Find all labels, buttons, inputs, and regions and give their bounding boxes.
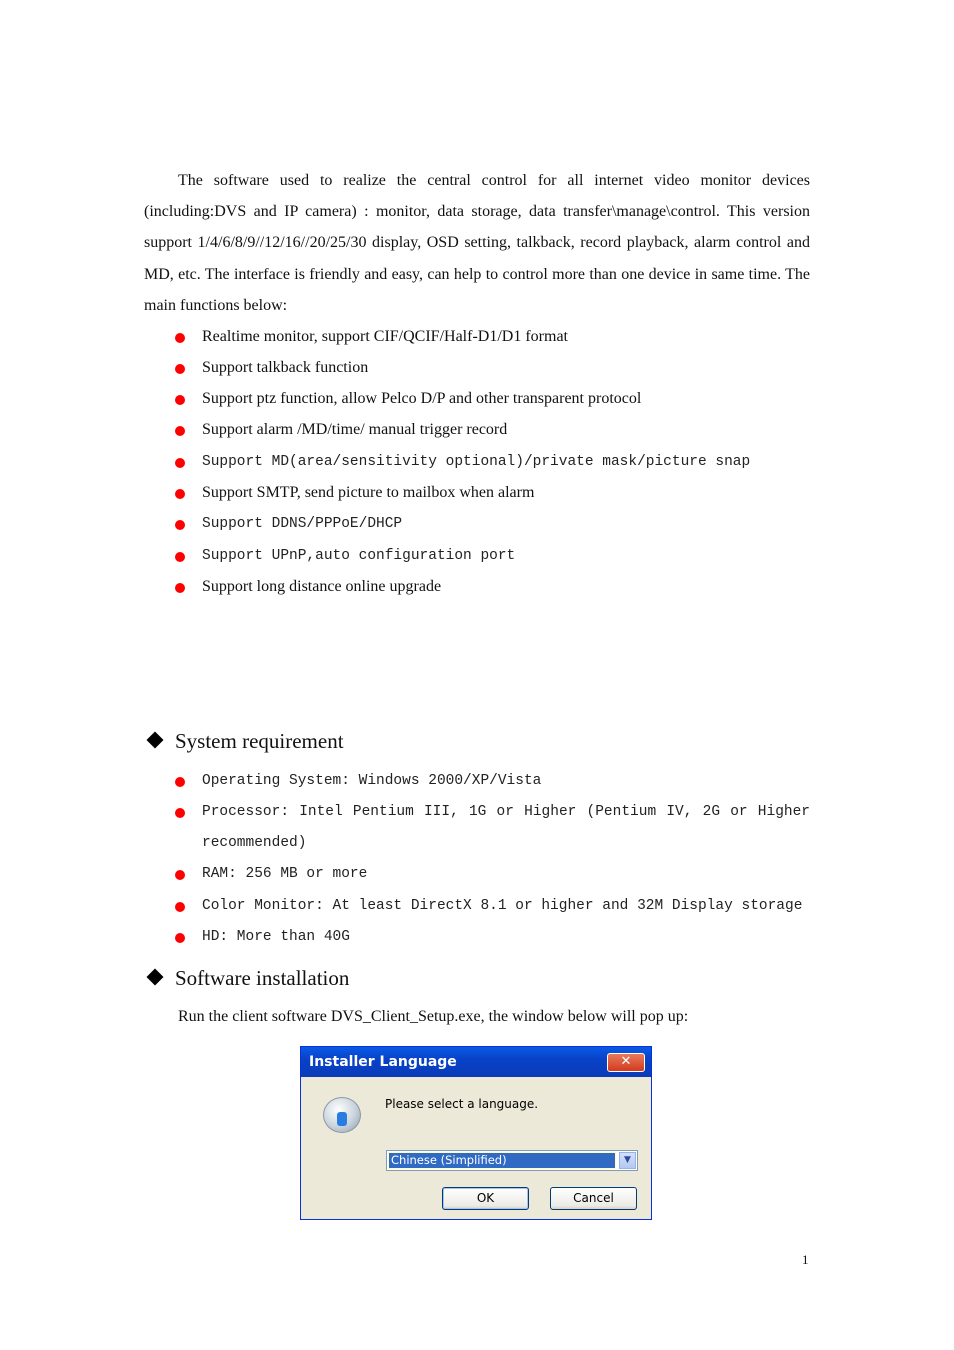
bullet-icon <box>175 489 185 499</box>
feature-item: Support UPnP,auto configuration port <box>202 548 516 564</box>
page-number: 1 <box>802 1252 809 1267</box>
bullet-icon <box>175 933 185 943</box>
bullet-icon <box>175 395 185 405</box>
feature-item: Support ptz function, allow Pelco D/P and other transparent protocol <box>202 390 642 407</box>
language-select-value: Chinese (Simplified) <box>389 1153 615 1168</box>
bullet-icon <box>175 808 185 818</box>
feature-item: Support SMTP, send picture to mailbox when alarm <box>202 484 535 501</box>
ok-button[interactable]: OK <box>442 1187 529 1210</box>
close-icon: ✕ <box>620 1054 632 1069</box>
intro-text: The software used to realize the central control for all internet video monitor devices (including:DVS and IP camera) : monitor, data storage, data transfer\manage\control. This version support 1/4/6/8/9//12/16//20/25/30 display, OSD setting, talkback, record playback, alarm control and MD, etc. The interface is friendly and easy, can help to control more than one device in same time. The main functions below: <box>144 172 810 314</box>
feature-item: Support alarm /MD/time/ manual trigger record <box>202 421 508 438</box>
bullet-icon <box>175 364 185 374</box>
diamond-bullet-icon <box>147 732 164 749</box>
diamond-bullet-icon <box>147 969 164 986</box>
installer-icon <box>323 1097 361 1133</box>
feature-item: Support long distance online upgrade <box>202 578 442 595</box>
dialog-title: Installer Language <box>309 1054 457 1070</box>
bullet-icon <box>175 520 185 530</box>
feature-item: Realtime monitor, support CIF/QCIF/Half-D1/D1 format <box>202 328 568 345</box>
requirement-item: Processor: Intel Pentium III, 1G or Higher (Pentium IV, 2G or Higher recommended) <box>202 804 810 851</box>
language-select[interactable] <box>386 1150 638 1171</box>
section-heading-software-installation: Software installation <box>146 965 349 991</box>
bullet-icon <box>175 333 185 343</box>
bullet-icon <box>175 426 185 436</box>
installer-language-dialog <box>300 1046 652 1220</box>
feature-item: Support talkback function <box>202 359 369 376</box>
installation-paragraph: Run the client software DVS_Client_Setup.exe, the window below will pop up: <box>178 1008 689 1025</box>
feature-item: Support MD(area/sensitivity optional)/private mask/picture snap <box>202 454 751 470</box>
section-heading-system-requirement: System requirement <box>146 728 344 754</box>
requirement-item: HD: More than 40G <box>202 929 350 945</box>
dialog-titlebar <box>301 1047 651 1077</box>
requirement-item: RAM: 256 MB or more <box>202 866 368 882</box>
bullet-icon <box>175 870 185 880</box>
requirement-item: Operating System: Windows 2000/XP/Vista <box>202 773 542 789</box>
bullet-icon <box>175 777 185 787</box>
dialog-message: Please select a language. <box>385 1097 539 1111</box>
requirement-item: Color Monitor: At least DirectX 8.1 or higher and 32M Display storage <box>202 898 803 914</box>
bullet-icon <box>175 552 185 562</box>
cancel-button[interactable]: Cancel <box>550 1187 637 1210</box>
chevron-down-icon[interactable]: ▼ <box>619 1152 636 1169</box>
bullet-icon <box>175 902 185 912</box>
bullet-icon <box>175 583 185 593</box>
bullet-icon <box>175 458 185 468</box>
intro-paragraph <box>144 165 810 321</box>
feature-item: Support DDNS/PPPoE/DHCP <box>202 516 403 532</box>
close-button[interactable] <box>607 1053 645 1072</box>
